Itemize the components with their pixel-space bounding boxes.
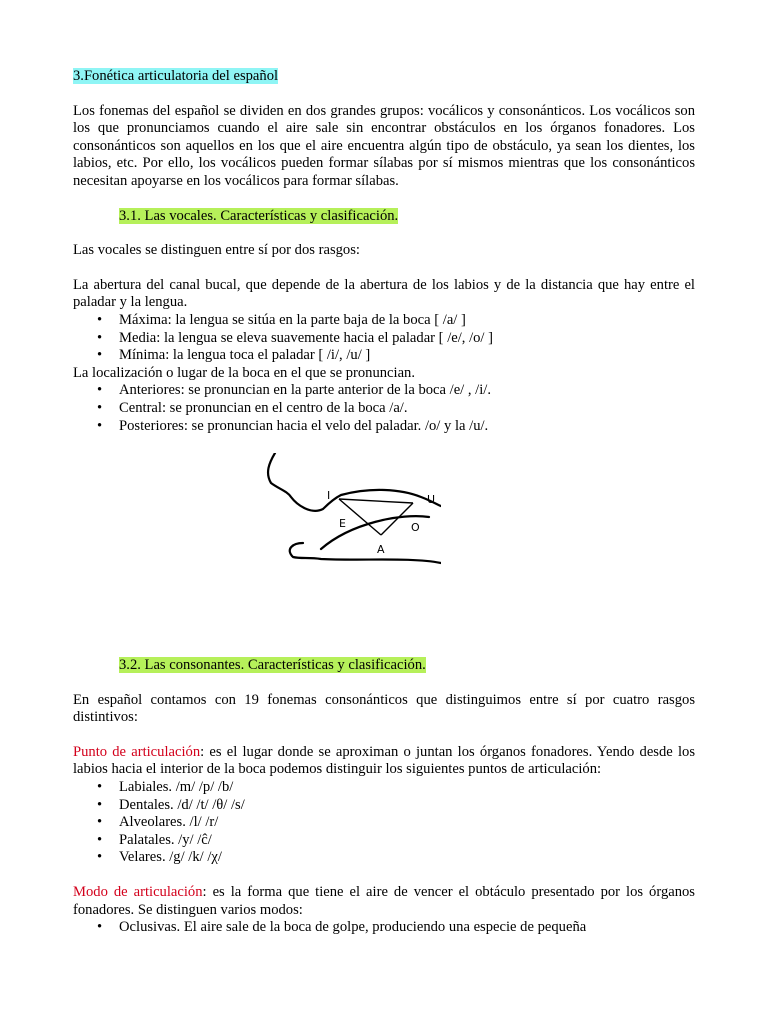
lower-jaw-outline [290, 543, 441, 563]
list-item: • Palatales. /y/ /ĉ/ [73, 832, 695, 850]
aperture-text: La abertura del canal bucal, que depende de la abertura de los labios y de la distancia que hay entre el paladar y la lengua. [73, 276, 695, 311]
list-item: • Mínima: la lengua toca el paladar [ /i/, /u/ ] [73, 347, 695, 365]
vowels-intro: Las vocales se distinguen entre sí por dos rasgos: [73, 242, 360, 259]
list-item: • Central: se pronuncian en el centro de la boca /a/. [73, 400, 695, 418]
modo-paragraph: Modo de articulación: es la forma que tiene el aire de vencer el obtáculo presentado por los órganos fonadores. Se distinguen varios modos: [73, 884, 695, 918]
location-list [73, 382, 695, 435]
list-item: • Dentales. /d/ /t/ /θ/ /s/ [73, 797, 695, 815]
location-text: La localización o lugar de la boca en el que se pronuncian. [73, 364, 415, 381]
vowel-label-u: U [427, 493, 436, 507]
modo-list [73, 919, 695, 937]
intro-paragraph: Los fonemas del español se dividen en dos grandes grupos: vocálicos y consonánticos. Los vocálicos son los que pronunciamos cuando el aire sale sin encontrar obstáculos en los órganos fonadores. Los consonánticos son aquellos en los que el aire encuentra algún tipo de obstáculo, ya sean los dientes, los labios, etc. Por ello, los vocálicos pueden formar sílabas por sí mismos mientras que los consonánticos necesitan apoyarse en los vocálicos para formar sílabas. [73, 102, 695, 189]
section-title: 3.Fonética articulatoria del español [73, 68, 279, 84]
list-item: • Anteriores: se pronuncian en la parte anterior de la boca /e/ , /i/. [73, 382, 695, 400]
consonants-intro: En español contamos con 19 fonemas consonánticos que distinguimos entre sí por cuatro rasgos distintivos: [73, 691, 695, 726]
punto-paragraph: Punto de articulación: es el lugar donde se aproximan o juntan los órganos fonadores. Yendo desde los labios hacia el interior de la boca podemos distinguir los siguientes puntos de articulación: [73, 743, 695, 778]
list-item: • Velares. /g/ /k/ /χ/ [73, 849, 695, 867]
list-item: • Labiales. /m/ /p/ /b/ [73, 779, 695, 797]
list-item: • Máxima: la lengua se sitúa en la parte baja de la boca [ /a/ ] [73, 312, 695, 330]
vowel-label-e: E [339, 517, 346, 531]
consonants-heading: 3.2. Las consonantes. Características y clasificación. [119, 657, 426, 674]
vowels-heading: 3.1. Las vocales. Características y clasificación. [119, 207, 399, 224]
vowel-triangle-diagram [261, 453, 441, 633]
vowel-label-o: O [411, 521, 420, 535]
vowel-label-i: I [327, 489, 331, 503]
list-item: • Media: la lengua se eleva suavemente hacia el paladar [ /e/, /o/ ] [73, 330, 695, 348]
list-item: • Posteriores: se pronuncian hacia el velo del paladar. /o/ y la /u/. [73, 418, 695, 436]
punto-term: Punto de articulación [73, 743, 201, 760]
modo-term: Modo de articulación [73, 884, 203, 901]
document-page [73, 68, 695, 937]
list-item: • Oclusivas. El aire sale de la boca de golpe, produciendo una especie de pequeña [73, 919, 695, 937]
aperture-list [73, 312, 695, 365]
face-profile-outline [268, 453, 441, 511]
vowel-label-a: A [377, 543, 385, 557]
punto-list [73, 779, 695, 867]
triangle-edge-i-u [339, 499, 413, 503]
list-item: • Alveolares. /l/ /r/ [73, 814, 695, 832]
